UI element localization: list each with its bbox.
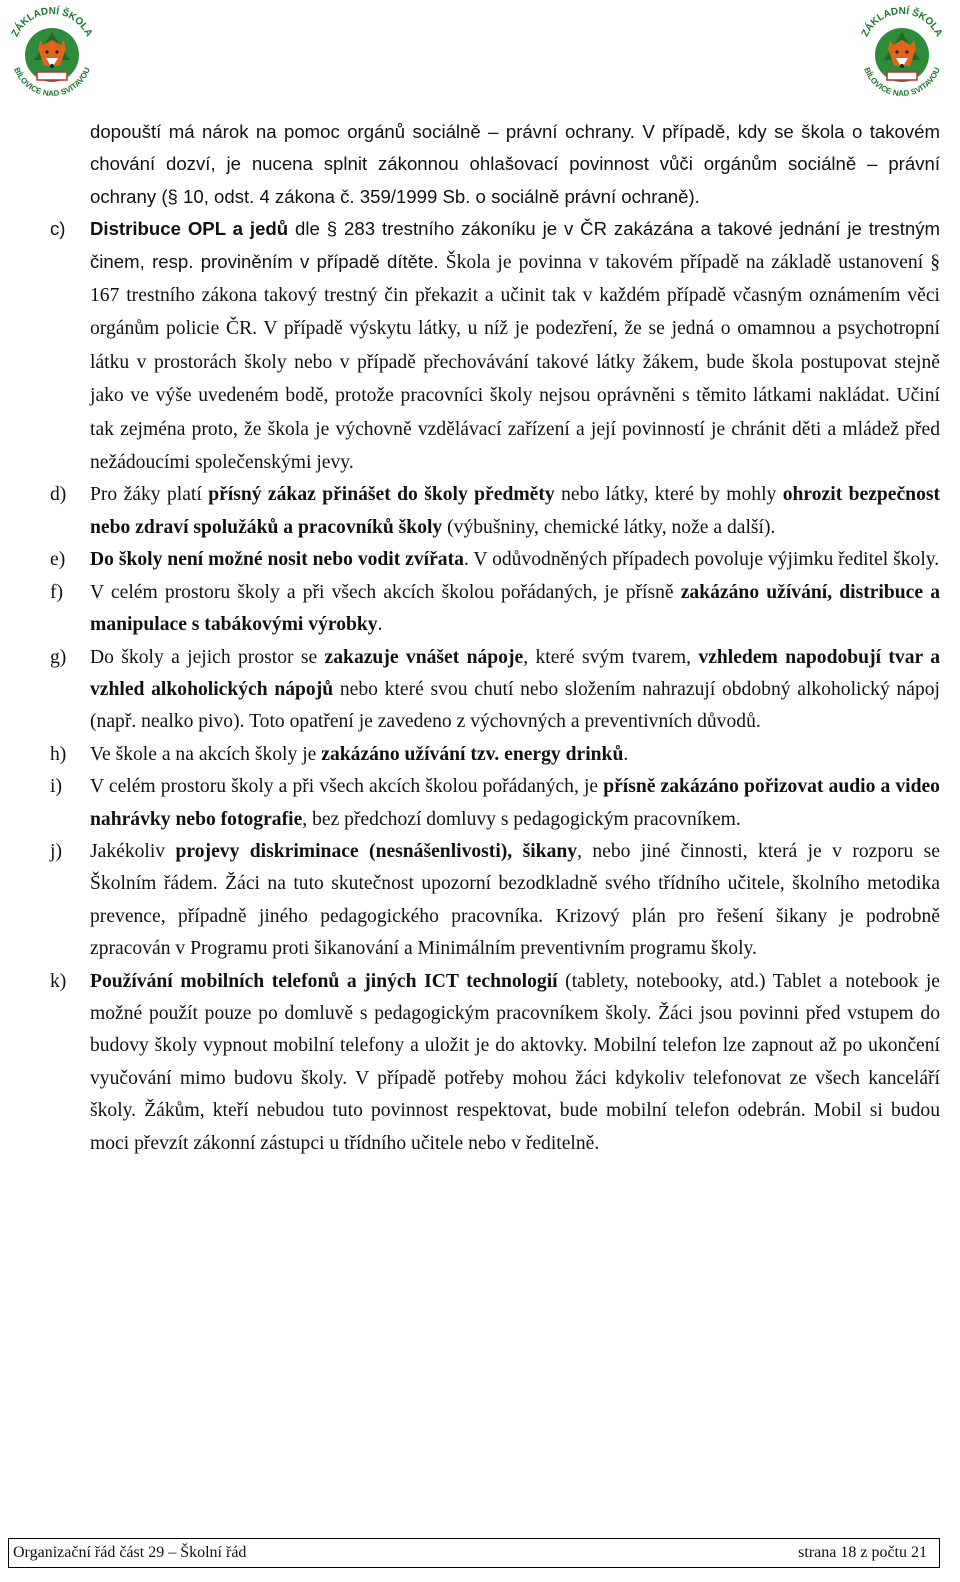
bold-text: zakazuje vnášet nápoje [324, 646, 524, 668]
svg-text:ZÁKLADNÍ ŠKOLA: ZÁKLADNÍ ŠKOLA [859, 5, 945, 39]
list-item-body: Používání mobilních telefonů a jiných ICT technologií (tablety, notebooky, atd.) Tablet a notebook je možné použít pouze po domluvě s pedagogickým pracovníkem školy. Žáci jsou povinni před vstupem do budovy školy vypnout mobilní telefony a uložit je do aktovky. Mobilní telefon lze zapnout až po ukončení vyučování mimo budovu školy. V případě potřeby mohou žáci kdykoliv telefonovat ze všech kanceláří školy. Žákům, kteří nebudou tuto povinnost respektovat, bude mobilní telefon odebrán. Mobil si budou moci převzít zákonní zástupci u třídního učitele nebo v ředitelně. [90, 970, 941, 1154]
list-item-e [50, 544, 940, 576]
svg-text:ZÁKLADNÍ ŠKOLA: ZÁKLADNÍ ŠKOLA [9, 5, 95, 39]
footer-page-number: strana 18 z počtu 21 [798, 1544, 927, 1561]
list-item-body: Distribuce OPL a jedů dle § 283 trestního zákoníku je v ČR zakázána a takové jednání je trestným činem, resp. proviněním v případě dítěte. Škola je povinna v takovém případě na základě ustanovení § 167 trestního zákona takový trestný čin překazit a učinit tak v každém případě včasným oznámením věci orgánům policie ČR. V případě výskytu látky, u níž je podezření, že se jedná o omamnou a psychotropní látku v prostorách školy nebo v případě přechovávání takové látky žákem, bude škola postupovat stejně jako ve výše uvedeném bodě, protože pracovníci školy nejsou oprávněni s těmito látkami nakládat. Učiní tak zejména proto, že škola je výchovně vzdělávací zařízení a její povinností je chránit děti a mládež před nežádoucími společenskými jevy. [90, 218, 940, 474]
bold-text: zakázáno užívání, distribuce a manipulace s tabákovými výrobky [90, 581, 940, 636]
bold-text: ohrozit bezpečnost nebo zdraví spolužáků a pracovníků školy [90, 484, 941, 538]
list-item-j [50, 836, 940, 966]
document-body [50, 116, 940, 1160]
list-marker: i) [50, 776, 62, 798]
list-marker: g) [50, 646, 67, 668]
list-marker: h) [50, 743, 67, 765]
list-item-body: V celém prostoru školy a při všech akcích školou pořádaných, je přísně zakázáno užívání, distribuce a manipulace s tabákovými výrobky. [90, 581, 940, 636]
list-item-body: Ve škole a na akcích školy je zakázáno užívání tzv. energy drinků. [90, 743, 629, 765]
list-item-body: Jakékoliv projevy diskriminace (nesnášenlivosti), šikany, nebo jiné činnosti, která je v rozporu se Školním řádem. Žáci na tuto skutečnost upozorní bezodkladně svého třídního učitele, školního metodika prevence, případně jiného pedagogického pracovníka. Krizový plán pro řešení šikany je podrobně zpracován v Programu proti šikanování a Minimálním preventivním programu školy. [90, 840, 940, 960]
list-item-body: Do školy není možné nosit nebo vodit zvířata. V odůvodněných případech povoluje výjimku ředitel školy. [90, 549, 940, 571]
svg-text:BÍLOVICE NAD SVITAVOU: BÍLOVICE NAD SVITAVOU [12, 66, 92, 99]
list-marker: j) [50, 840, 62, 862]
list-marker: c) [50, 218, 66, 240]
list-item-c [50, 213, 940, 479]
list-item-f [50, 577, 940, 642]
bold-text: projevy diskriminace (nesnášenlivosti), šikany [175, 840, 578, 862]
list-item-i [50, 771, 940, 836]
list-item-body: Pro žáky platí přísný zákaz přinášet do školy předměty nebo látky, které by mohly ohrozit bezpečnost nebo zdraví spolužáků a pracovníků školy (výbušniny, chemické látky, nože a další). [90, 484, 941, 538]
list-marker: f) [50, 581, 64, 603]
list-item-body: V celém prostoru školy a při všech akcích školou pořádaných, je přísně zakázáno pořizovat audio a video nahrávky nebo fotografie, bez předchozí domluvy s pedagogickým pracovníkem. [90, 776, 940, 830]
intro-paragraph: dopouští má nárok na pomoc orgánů sociálně – právní ochrany. V případě, kdy se škola o takovém chování dozví, je nucena splnit zákonnou ohlašovací povinnost vůči orgánům sociálně – právní ochrany (§ 10, odst. 4 zákona č. 359/1999 Sb. o sociálně právní ochraně). [90, 121, 940, 207]
school-logo-right [852, 0, 952, 100]
bold-text: Do školy není možné nosit nebo vodit zvířata [90, 549, 464, 571]
list-item-g [50, 642, 940, 739]
bold-text: vzhledem napodobují tvar a vzhled alkoholických nápojů [90, 646, 940, 700]
list-item-d [50, 479, 940, 544]
list-marker: k) [50, 970, 67, 992]
page-footer [8, 1538, 940, 1568]
list-marker: d) [50, 484, 67, 506]
school-logo-left [2, 0, 102, 100]
list-item-h [50, 739, 940, 771]
bold-text: zakázáno užívání tzv. energy drinků [321, 743, 624, 765]
bold-text: Distribuce OPL a jedů [90, 218, 289, 240]
list-item-body: Do školy a jejich prostor se zakazuje vnášet nápoje, které svým tvarem, vzhledem napodobují tvar a vzhled alkoholických nápojů nebo které svou chutí nebo složením nahrazují obdobný alkoholický nápoj (např. nealko pivo). Toto opatření je zavedeno z výchovných a preventivních důvodů. [90, 646, 940, 733]
bold-text: Používání mobilních telefonů a jiných ICT technologií [90, 970, 558, 992]
bold-text: přísný zákaz přinášet do školy předměty [208, 484, 555, 506]
list-item-k [50, 966, 940, 1160]
bold-text: přísně zakázáno pořizovat audio a video nahrávky nebo fotografie [90, 776, 940, 830]
footer-document-title: Organizační řád část 29 – Školní řád [13, 1544, 247, 1561]
school-emblem-icon [2, 0, 102, 100]
school-emblem-icon [852, 0, 952, 100]
svg-text:BÍLOVICE NAD SVITAVOU: BÍLOVICE NAD SVITAVOU [862, 66, 942, 99]
list-marker: e) [50, 549, 66, 571]
